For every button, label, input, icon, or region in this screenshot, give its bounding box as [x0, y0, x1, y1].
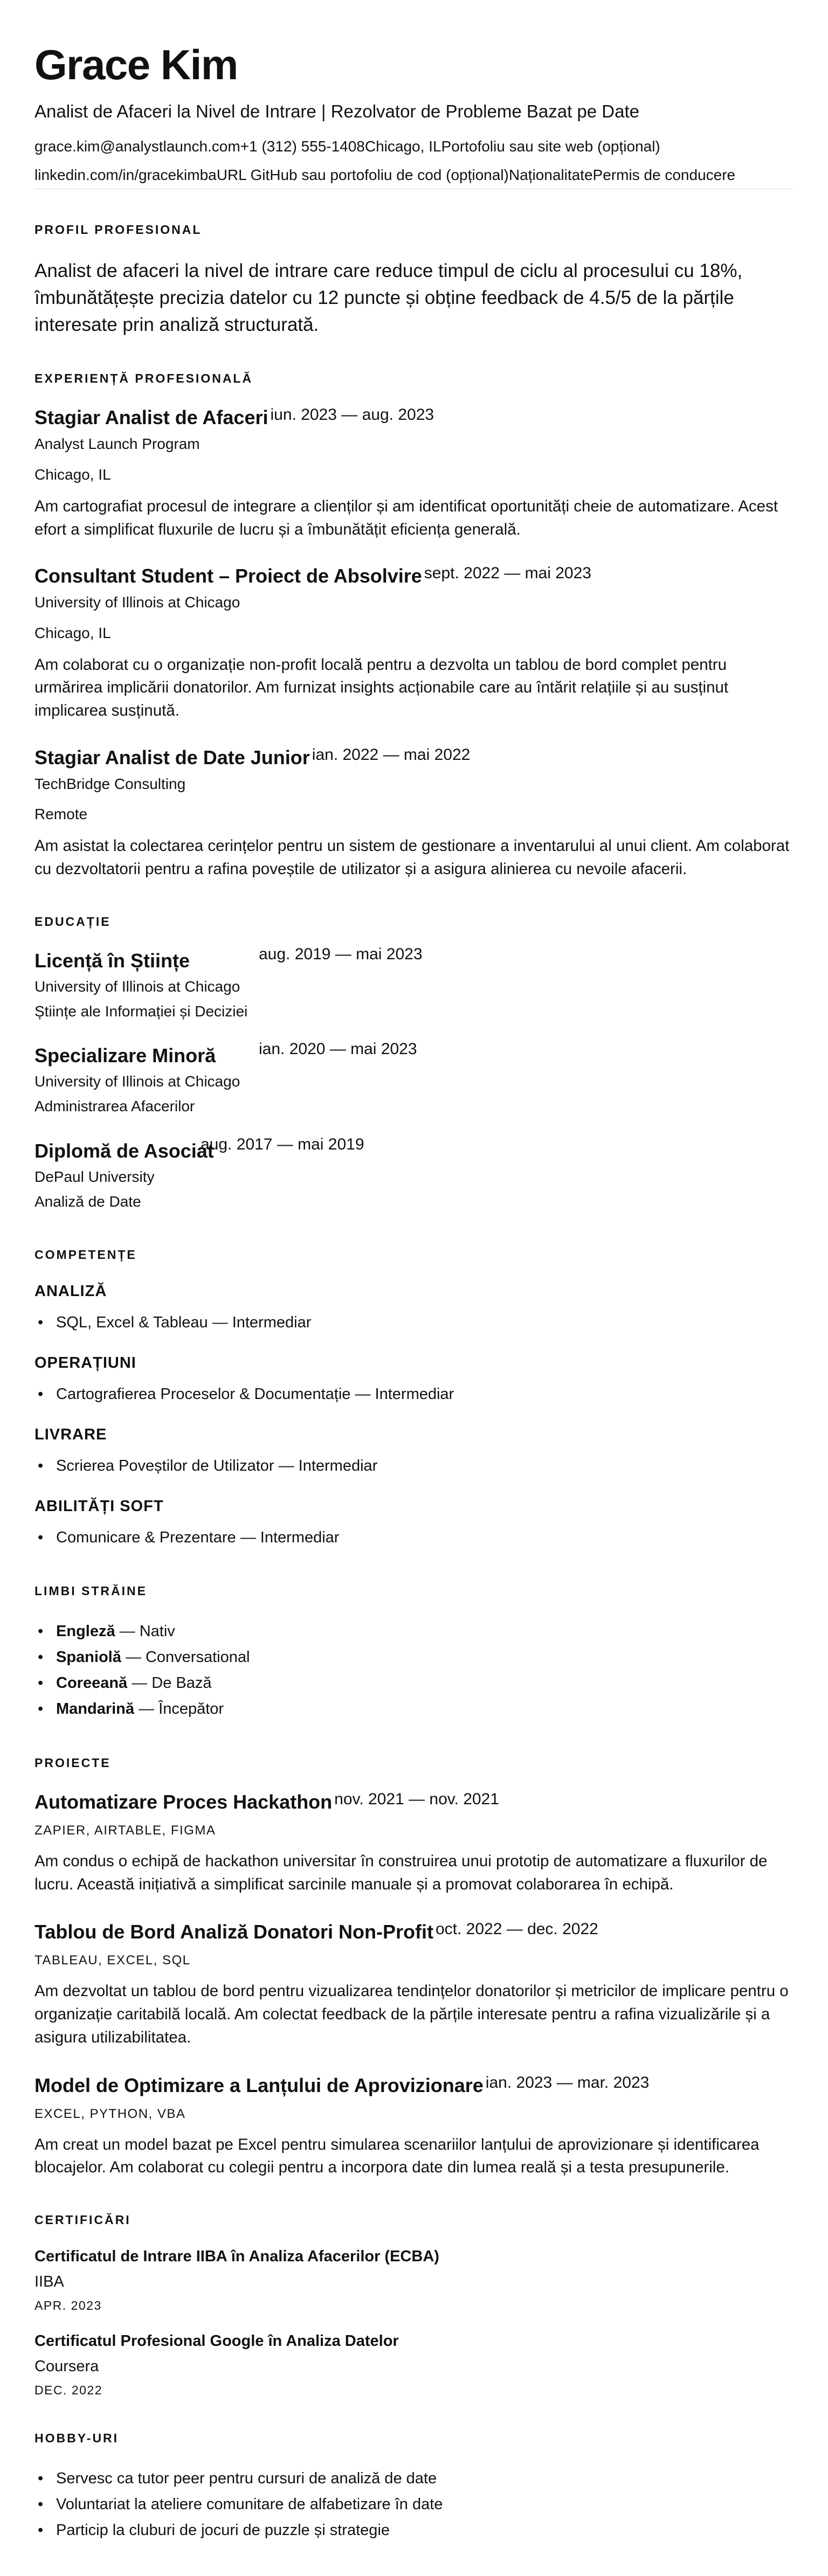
experience-company: Analyst Launch Program [34, 435, 200, 453]
language-item [34, 1645, 794, 1671]
contact-line-2 [34, 165, 794, 185]
hobby-item: • Servesc ca tutor peer pentru cursuri de analiză de date [34, 2466, 794, 2492]
projects-section [34, 1756, 794, 2179]
contact-portfolio[interactable]: Portofoliu sau site web (opțional) [441, 137, 660, 155]
skills-title: COMPETENȚE [34, 1248, 137, 1262]
education-dates: ian. 2020 — mai 2023 [259, 1040, 417, 1058]
skill-item: • Scrierea Poveștilor de Utilizator — Intermediar [34, 1453, 794, 1479]
language-name: Spaniolă [56, 1649, 121, 1666]
education-dates: aug. 2017 — mai 2019 [201, 1135, 364, 1153]
education-degree: Diplomă de Asociat [34, 1139, 214, 1162]
certification-item [34, 2332, 794, 2398]
skills-section [34, 1248, 794, 1550]
language-item [34, 1671, 794, 1696]
certification-name: Certificatul de Intrare IIBA în Analiza Afacerilor (ECBA) [34, 2248, 439, 2266]
language-item [34, 1619, 794, 1645]
language-level: — De Bază [127, 1674, 212, 1692]
skill-item: • Comunicare & Prezentare — Intermediar [34, 1525, 794, 1551]
language-level: — Conversational [121, 1649, 250, 1666]
hobby-item: • Voluntariat la ateliere comunitare de alfabetizare în date [34, 2492, 794, 2518]
education-item [34, 1135, 794, 1214]
skills-list [34, 1283, 794, 1550]
hobbies-section [34, 2431, 794, 2544]
experience-role: Stagiar Analist de Afaceri [34, 406, 268, 429]
experience-item [34, 746, 794, 881]
project-name: Tablou de Bord Analiză Donatori Non-Profit [34, 1921, 433, 1943]
hobbies-title: HOBBY-URI [34, 2431, 119, 2446]
language-name: Mandarină [56, 1700, 135, 1718]
project-description: Am creat un model bazat pe Excel pentru simularea scenariilor lanțului de aprovizionare și identificarea blocajelor. Am colaborat cu colegii pentru a incorpora date din lumea reală și a testa presupunerile. [34, 2135, 760, 2177]
project-tech: EXCEL, PYTHON, VBA [34, 2106, 186, 2121]
experience-description: Am colaborat cu o organizație non-profit locală pentru a dezvolta un tablou de bord complet pentru urmărirea implicării donatorilor. Am furnizat insights acționabile care au întărit relațiile și au susținut implicarea susținută. [34, 655, 729, 720]
languages-title: LIMBI STRĂINE [34, 1584, 147, 1598]
education-section [34, 915, 794, 1214]
experience-section [34, 371, 794, 881]
candidate-name: Grace Kim [34, 41, 238, 88]
education-degree: Specializare Minoră [34, 1044, 216, 1067]
experience-company: University of Illinois at Chicago [34, 594, 240, 611]
certification-issuer: Coursera [34, 2358, 99, 2376]
hobbies-list [34, 2466, 794, 2544]
education-school: DePaul University [34, 1168, 155, 1185]
project-item [34, 1921, 794, 2049]
candidate-headline: Analist de Afaceri la Nivel de Intrare | Rezolvator de Probleme Bazat pe Date [34, 101, 639, 121]
experience-dates: sept. 2022 — mai 2023 [424, 564, 591, 583]
skill-category: OPERAȚIUNI [34, 1354, 136, 1372]
project-dates: nov. 2021 — nov. 2021 [334, 1790, 499, 1808]
contact-github[interactable]: URL GitHub sau portofoliu de cod (opțional) [216, 167, 509, 184]
education-title: EDUCAȚIE [34, 914, 111, 929]
skill-category: LIVRARE [34, 1425, 107, 1443]
project-dates: oct. 2022 — dec. 2022 [435, 1920, 598, 1938]
skill-category: ABILITĂȚI SOFT [34, 1497, 164, 1515]
education-dates: aug. 2019 — mai 2023 [259, 945, 423, 963]
experience-item [34, 406, 794, 541]
education-field: Științe ale Informației și Deciziei [34, 1003, 248, 1020]
certification-item [34, 2248, 794, 2313]
experience-description: Am cartografiat procesul de integrare a clienților și am identificat oportunități cheie de automatizare. Acest efort a simplificat fluxurile de lucru și a îmbunătățit eficiența generală. [34, 497, 778, 538]
skill-item: • Cartografierea Proceselor & Documentație — Intermediar [34, 1382, 794, 1408]
language-item [34, 1696, 794, 1722]
education-item [34, 1040, 794, 1119]
summary-text: Analist de afaceri la nivel de intrare care reduce timpul de ciclu al procesului cu 18%, îmbunătățește precizia datelor cu 12 puncte și obține feedback de 4.5/5 de la părțile interesate prin analiză structurată. [34, 260, 743, 335]
education-degree: Licență în Științe [34, 949, 190, 972]
projects-title: PROIECTE [34, 1755, 111, 1770]
language-level: — Începător [134, 1700, 224, 1718]
project-name: Model de Optimizare a Lanțului de Aprovizionare [34, 2074, 484, 2096]
experience-role: Consultant Student – Proiect de Absolvire [34, 565, 422, 587]
project-dates: ian. 2023 — mar. 2023 [485, 2073, 650, 2092]
languages-section [34, 1584, 794, 1722]
experience-dates: iun. 2023 — aug. 2023 [270, 406, 434, 424]
contact-email[interactable]: grace.kim@analystlaunch.com [34, 137, 240, 155]
certifications-title: CERTIFICĂRI [34, 2213, 131, 2227]
contact-line-1 [34, 136, 794, 157]
experience-dates: ian. 2022 — mai 2022 [312, 745, 471, 764]
summary-section [34, 223, 794, 338]
skill-item: • SQL, Excel & Tableau — Intermediar [34, 1310, 794, 1336]
education-item [34, 945, 794, 1024]
contact-nationality: Naționalitate [508, 167, 593, 184]
project-tech: TABLEAU, EXCEL, SQL [34, 1953, 191, 1968]
experience-title: EXPERIENȚĂ PROFESIONALĂ [34, 371, 253, 386]
experience-location: Chicago, IL [34, 624, 111, 641]
education-field: Administrarea Afacerilor [34, 1098, 195, 1115]
education-school: University of Illinois at Chicago [34, 978, 240, 995]
project-name: Automatizare Proces Hackathon [34, 1790, 333, 1813]
project-description: Am dezvoltat un tablou de bord pentru vizualizarea tendințelor donatorilor și metricilor de implicare pentru o organizație caritabilă locală. Am colectat feedback de la părțile interesate pentru a rafina vizualizările și a asigura utilizabilitatea. [34, 1982, 789, 2046]
certification-issuer: IIBA [34, 2273, 64, 2291]
language-name: Coreeană [56, 1674, 128, 1692]
skill-category: ANALIZĂ [34, 1283, 107, 1300]
contact-linkedin[interactable]: linkedin.com/in/gracekimba [34, 167, 217, 184]
language-name: Engleză [56, 1623, 115, 1640]
experience-location: Chicago, IL [34, 466, 111, 483]
languages-list [34, 1619, 794, 1722]
experience-location: Remote [34, 806, 88, 823]
project-item [34, 2074, 794, 2180]
language-level: — Nativ [115, 1623, 175, 1640]
education-school: University of Illinois at Chicago [34, 1073, 240, 1090]
project-item [34, 1791, 794, 1896]
project-tech: ZAPIER, AIRTABLE, FIGMA [34, 1823, 216, 1838]
contact-location: Chicago, IL [364, 137, 441, 155]
project-description: Am condus o echipă de hackathon universitar în construirea unui prototip de automatizare a fluxurilor de lucru. Această inițiativă a simplificat sarcinile manuale și a promovat colaborarea în echipă. [34, 1852, 768, 1893]
hobby-item: • Particip la cluburi de jocuri de puzzle și strategie [34, 2518, 794, 2544]
certification-name: Certificatul Profesional Google în Analiza Datelor [34, 2332, 399, 2350]
certification-date: DEC. 2022 [34, 2383, 103, 2398]
contact-license: Permis de conducere [592, 167, 736, 184]
contact-phone[interactable]: +1 (312) 555-1408 [240, 137, 365, 155]
experience-role: Stagiar Analist de Date Junior [34, 746, 310, 768]
education-field: Analiză de Date [34, 1193, 141, 1210]
experience-item [34, 565, 794, 723]
experience-description: Am asistat la colectarea cerințelor pentru un sistem de gestionare a inventarului al unui client. Am colaborat cu dezvoltatorii pentru a rafina poveștile de utilizator și a asigura alinierea cu nevoile afacerii. [34, 837, 790, 878]
certification-date: APR. 2023 [34, 2298, 102, 2313]
experience-company: TechBridge Consulting [34, 775, 186, 792]
certifications-section [34, 2213, 794, 2398]
resume-header [34, 42, 794, 189]
summary-title: PROFIL PROFESIONAL [34, 223, 202, 237]
